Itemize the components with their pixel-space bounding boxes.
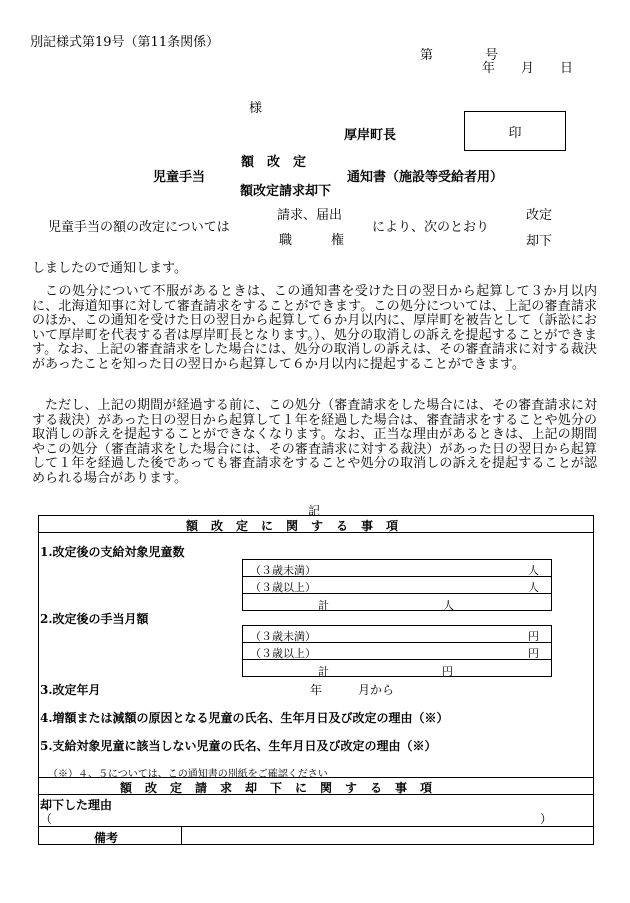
seal-box [464,111,566,151]
divider [181,826,182,845]
divider [38,826,594,827]
intro-option-request: 請求、届出 [277,208,343,223]
title-option-revision: 額 改 定 [241,155,307,170]
title-suffix: 通知書（施設等受給者用） [347,170,504,185]
title-option-rejection: 額改定請求却下 [240,184,332,199]
rejection-reason-label: 却下した理由 [40,798,113,812]
remarks-label: 備考 [94,831,119,845]
amount-over3-unit: 円 [528,647,539,660]
item-revision-month: 3.改定年月 [40,683,101,697]
addressee-suffix: 様 [249,101,263,116]
intro-option-revise: 改定 [526,208,553,223]
item-children-count: 1.改定後の支給対象児童数 [40,545,185,559]
intro-option-authority: 職 権 [279,233,345,248]
footnote: （※）４、５については、この通知書の別紙をご確認ください [48,769,328,780]
amount-under3-unit: 円 [528,630,539,643]
children-under3-label: （３歳未満） [250,564,316,577]
amount-over3-label: （３歳以上） [250,647,316,660]
intro-joiner: により、次のとおり [372,220,490,235]
children-over3-label: （３歳以上） [250,581,316,594]
revision-month-value: 年 月から [310,683,395,697]
reason-paren-close: ） [540,812,553,826]
intro-lead: 児童手当の額の改定については [48,220,230,235]
children-total-label: 計 [318,599,329,612]
remarks-field[interactable] [183,828,592,843]
intro-closing: しましたので通知します。 [32,261,187,276]
reason-paren-open: （ [40,812,53,826]
intro-option-reject: 却下 [526,234,553,249]
item-ineligible-children: 5.支給対象児童に該当しない児童の氏名、生年月日及び改定の理由（※） [40,739,437,753]
amount-total-label: 計 [318,665,329,678]
children-total-unit: 人 [443,599,454,612]
appeal-notice-paragraph-1: この処分について不服があるときは、この通知書を受けた日の翌日から起算して３か月以内に、北海道知事に対して審査請求をすることができます。この処分については、上記の審査請求のほか、この通知を受けた日の翌日から起算して６か月以内に、厚岸町を被告として（訴訟において厚岸町を代表する者は厚岸町長となります。）、処分の取消しの訴えを提起することができます。なお、上記の審査請求をした場合には、処分の取消しの訴えは、その審査請求に対する裁決があったことを知った日の翌日から起算して６か月以内に提起することができます。 [32,284,597,372]
appeal-notice-paragraph-2: ただし、上記の期間が経過する前に、この処分（審査請求をした場合には、その審査請求に対する裁決）があった日の翌日から起算して１年を経過した場合は、審査請求をすることや処分の取消しの訴えを提起することができなくなります。なお、正当な理由があるときは、上記の期間やこの処分（審査請求をした場合には、その審査請求に対する裁決）があった日の翌日から起算して１年を経過した後であっても審査請求をすることや処分の取消しの訴えを提起することが認められる場合があります。 [32,398,597,486]
issuer-name: 厚岸町長 [344,128,397,143]
divider [38,777,594,778]
title-prefix: 児童手当 [153,170,206,185]
revision-section-header: 額改定に関する事項 [186,519,412,533]
amount-total-unit: 円 [442,665,453,678]
form-number: 別記様式第19号（第11条関係） [30,35,220,50]
item-monthly-amount: 2.改定後の手当月額 [40,612,149,626]
amount-under3-label: （３歳未満） [250,630,316,643]
seal-label: 印 [508,125,522,141]
issue-date: 年 月 日 [482,61,574,76]
children-over3-unit: 人 [528,581,539,594]
rejection-section-header: 額改定請求却下に関する事項 [120,781,446,795]
ki-label: 記 [308,504,321,518]
children-under3-unit: 人 [528,564,539,577]
item-changed-children: 4.増額または減額の原因となる児童の氏名、生年月日及び改定の理由（※） [40,711,449,725]
document-number: 第 号 [420,48,499,63]
